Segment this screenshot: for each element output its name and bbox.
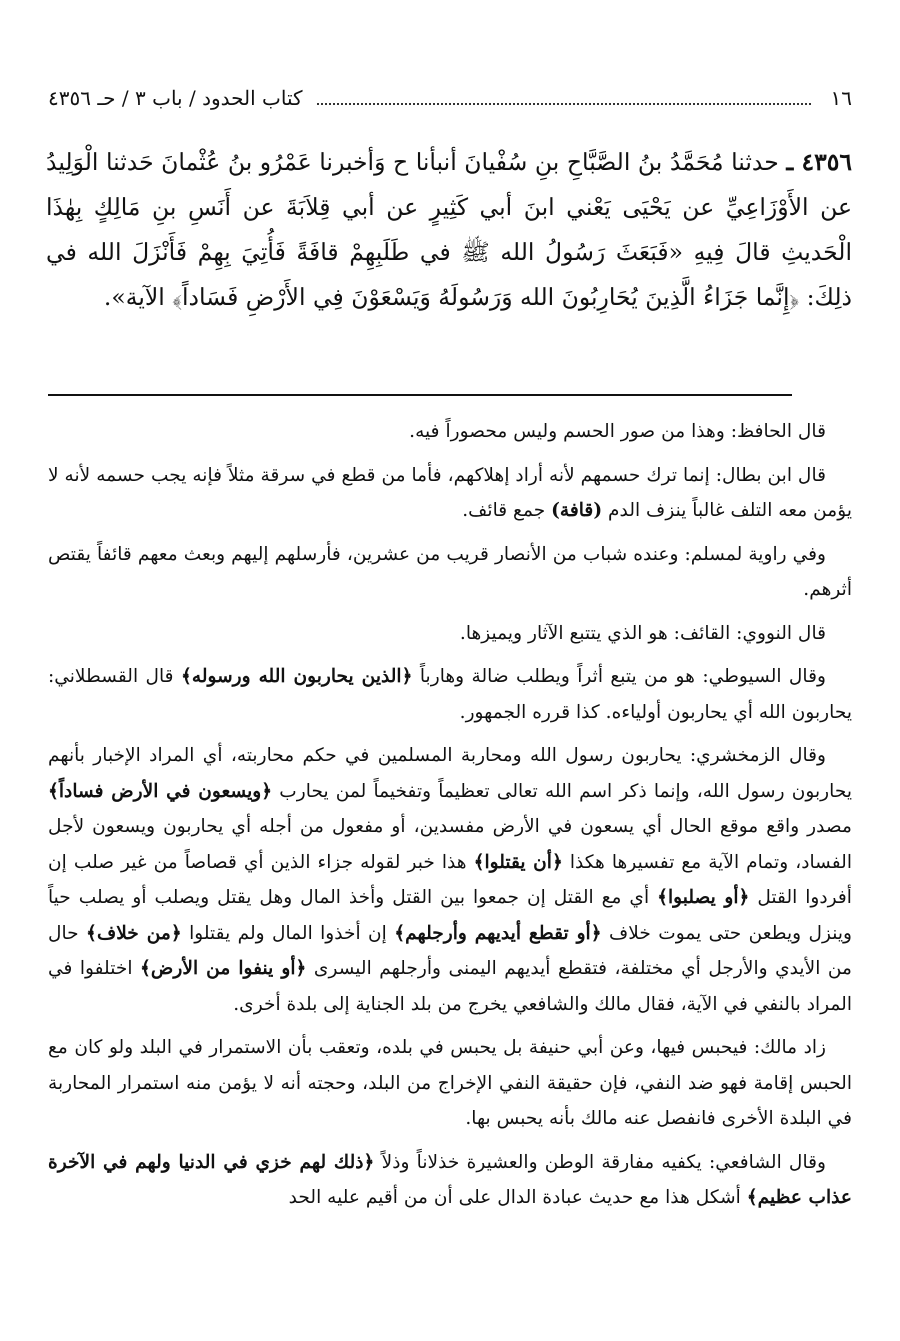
paragraph-text: وفي راوية لمسلم: وعنده شباب من الأنصار قريب من عشرين، فأرسلهم إليهم وبعث معهم قائفاً يقتص أثرهم. xyxy=(48,543,852,600)
quran-quote: ﴿الذين يحاربون الله ورسوله﴾ xyxy=(180,666,413,687)
running-title: كتاب الحدود / باب ٣ / حـ ٤٣٥٦ xyxy=(48,86,303,110)
quran-quote: ﴿أو تقطع أيديهم وأرجلهم﴾ xyxy=(394,922,602,944)
header-dotted-leader xyxy=(317,102,811,105)
page-number: ١٦ xyxy=(830,86,852,110)
hadith-number: ٤٣٥٦ ـ xyxy=(786,148,852,176)
commentary-paragraph xyxy=(48,659,852,730)
paragraph-text: قال ابن بطال: إنما ترك حسمهم لأنه أراد إهلاكهم، فأما من قطع في سرقة مثلاً فإنه يجب حسمه لأنه لا يؤمن معه التلف غالباً ينزف الدم xyxy=(48,464,852,521)
paragraph-text: إن أخذوا المال ولم يقتلوا xyxy=(189,922,387,944)
paragraph-text: حال من الأيدي والأرجل أي مختلفة، فتقطع أيديهم اليمنى وأرجلهم اليسرى xyxy=(48,922,852,979)
paragraph-text: وقال السيوطي: هو من يتبع أثراً ويطلب ضالة وهارباً xyxy=(419,666,826,687)
paragraph-text: قال الحافظ: وهذا من صور الحسم وليس محصوراً فيه. xyxy=(409,421,826,442)
paragraph-text: جمع قائف. xyxy=(462,500,546,521)
hadith-body: حدثنا مُحَمَّدُ بنُ الصَّبَّاحِ بنِ سُفْيانَ أنبأنا ح وَأخبرنا عَمْرُو بنُ عُثْمانَ حَدثنا الْوَلِيدُ عن الأَوْزَاعِيِّ عن يَحْيَى يَعْني ابنَ أبي كَثِيرٍ عن أبي قِلاَبَةَ عن أَنَسِ بنِ مَالِكٍ بِهٰذَا الْحَديثِ قالَ فِيهِ «فَبَعَثَ رَسُولُ الله ﷺ في طَلَبِهِمْ قافَةً فَأُتِيَ بِهِمْ فَأَنْزَلَ الله في ذلِكَ: ﴿إِنَّما جَزَاءُ الَّذِينَ يُحَارِبُونَ الله وَرَسُولَهُ وَيَسْعَوْنَ فِي الأَرْضِ فَسَاداً﴾ الآية». xyxy=(46,148,852,311)
paragraph-text: زاد مالك: فيحبس فيها، وعن أبي حنيفة بل يحبس في بلده، وتعقب بأن الاستمرار في البلد ولو كان مع الحبس إقامة فهو ضد النفي، فإن حقيقة النفي الإخراج من البلد، وحجته أنه لا يؤمن منه استمرار المحاربة في البلدة الأخرى فانفصل عنه مالك بأنه يحبس بها. xyxy=(48,1037,852,1129)
hadith-text xyxy=(46,140,852,320)
commentary-paragraph xyxy=(48,1145,852,1216)
quran-quote: ﴿أو يصلبوا﴾ xyxy=(657,887,750,908)
paragraph-text: وقال الزمخشري: يحاربون رسول الله ومحاربة المسلمين في حكم محاربته، أي المراد الإخبار بأنهم يحاربون رسول الله، وإنما ذكر اسم الله تعالى تعظيماً وتفخيماً لمن يحارب xyxy=(48,745,852,802)
quran-quote: ﴿ويسعون في الأرض فساداً﴾ xyxy=(48,780,273,802)
quran-quote: ﴿أو ينفوا من الأرض﴾ xyxy=(139,958,307,979)
commentary xyxy=(48,414,852,1224)
paragraph-text: هذا خبر لقوله جزاء الذين أي قصاصاً من غير صلب إن أفردوا القتل xyxy=(48,851,852,908)
paragraph-text: مصدر واقع موقع الحال أي يسعون في الأرض مفسدين، أو مفعول من أجله أي يحاربون ويسعون لأجل الفساد، وتمام الآية مع تفسيرها هكذا xyxy=(48,816,852,873)
paragraph-text: وقال الشافعي: يكفيه مفارقة الوطن والعشيرة خذلاناً وذلاً xyxy=(381,1151,826,1173)
bold-term: (قافة) xyxy=(551,500,603,521)
quran-quote: ﴿ذلك لهم خزي في الدنيا ولهم في الآخرة عذاب عظيم﴾ xyxy=(48,1151,852,1208)
page-header xyxy=(48,86,852,116)
footnote-separator xyxy=(48,394,792,396)
commentary-paragraph xyxy=(48,738,852,1022)
paragraph-text: قال النووي: القائف: هو الذي يتتبع الآثار ويميزها. xyxy=(459,622,826,644)
quran-quote: ﴿من خلاف﴾ xyxy=(86,922,182,944)
commentary-paragraph xyxy=(48,458,852,529)
commentary-paragraph xyxy=(48,537,852,608)
paragraph-text: قال القسطلاني: يحاربون الله أي يحاربون أولياءه. كذا قرره الجمهور. xyxy=(48,666,852,723)
commentary-paragraph xyxy=(48,414,852,450)
paragraph-text: اختلفوا في المراد بالنفي في الآية، فقال مالك والشافعي يخرج من بلد الجناية إلى بلدة أخرى. xyxy=(48,958,852,1015)
commentary-paragraph xyxy=(48,1030,852,1137)
paragraph-text: أي مع القتل إن جمعوا بين القتل وأخذ المال وهل يقتل ويصلب أو يصلب حياً وينزل ويطعن حتى يموت خلاف xyxy=(48,887,853,944)
paragraph-text: أشكل هذا مع حديث عبادة الدال على أن من أقيم عليه الحد xyxy=(288,1187,741,1208)
commentary-paragraph xyxy=(48,616,852,652)
quran-quote: ﴿أن يقتلوا﴾ xyxy=(473,851,563,873)
